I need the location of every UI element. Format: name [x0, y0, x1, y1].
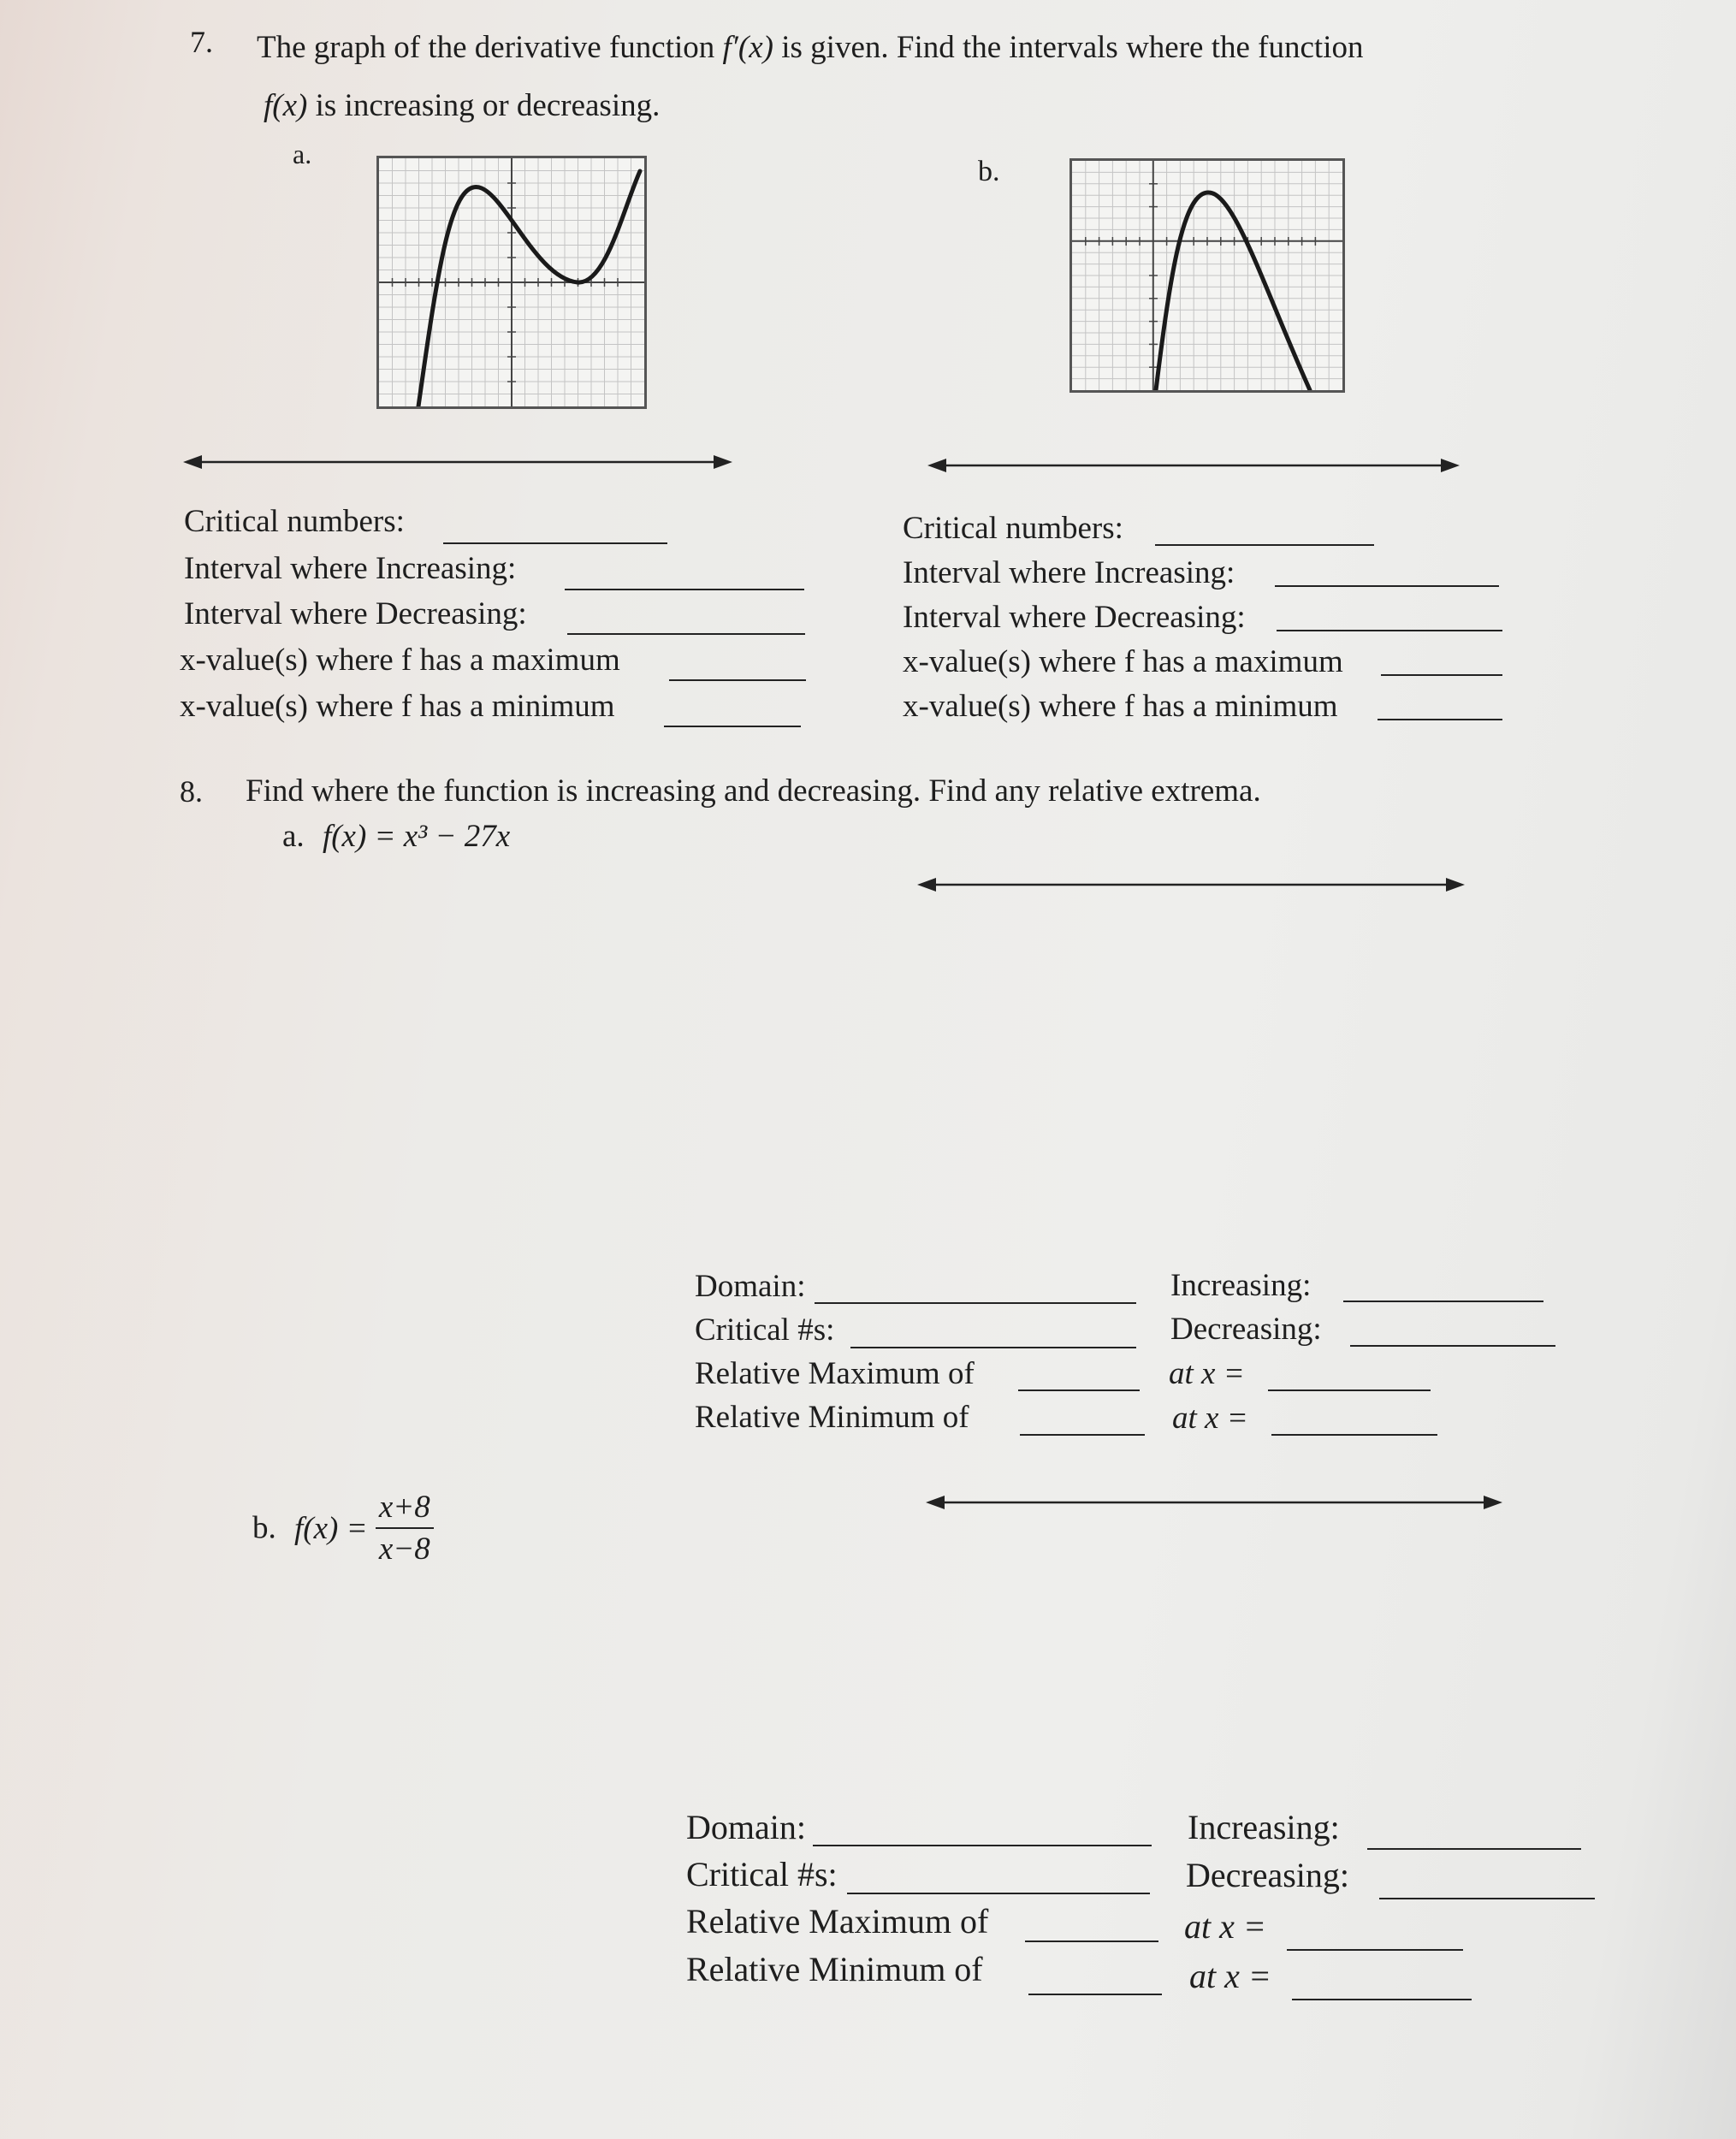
q8a-at-x-min-blank[interactable]	[1271, 1434, 1437, 1436]
q8b-critical-label: Critical #s:	[686, 1855, 838, 1893]
q7-fx: f(x)	[264, 88, 308, 123]
q8b-at-x-max-blank[interactable]	[1287, 1949, 1463, 1951]
q8a-at-x-max-blank[interactable]	[1268, 1389, 1431, 1391]
q8b-domain-label: Domain:	[686, 1808, 806, 1846]
q8b-function-lhs: f(x) =	[294, 1510, 368, 1546]
q8b-fraction	[376, 1489, 434, 1567]
q8b-domain-blank[interactable]	[813, 1845, 1152, 1846]
q7-text-part2: is given. Find the intervals where the function	[781, 30, 1364, 65]
q7b-increasing-label: Interval where Increasing:	[903, 555, 1235, 590]
q8b-decreasing-blank[interactable]	[1379, 1898, 1595, 1899]
q8a-header	[282, 818, 510, 855]
q7a-decreasing-blank[interactable]	[567, 633, 805, 635]
number-line-7b	[924, 448, 1463, 483]
q7b-minimum-blank[interactable]	[1378, 719, 1502, 720]
q8b-label: b.	[252, 1510, 276, 1546]
q8a-at-x-min-label: at x =	[1172, 1401, 1248, 1436]
q8a-relmax-blank[interactable]	[1018, 1389, 1140, 1391]
graph-b	[1069, 158, 1345, 393]
q7a-increasing-blank[interactable]	[565, 589, 804, 590]
q7-prompt-line2	[264, 87, 660, 124]
q7-number: 7.	[190, 25, 213, 59]
q8a-increasing-blank[interactable]	[1343, 1301, 1543, 1302]
q8b-relmin-blank[interactable]	[1028, 1994, 1162, 1995]
q8b-header	[252, 1489, 434, 1567]
q8b-denominator: x−8	[378, 1532, 430, 1567]
q8a-decreasing-blank[interactable]	[1350, 1345, 1555, 1347]
q7-fprime: f′(x)	[722, 30, 773, 65]
q8a-increasing-label: Increasing:	[1170, 1268, 1312, 1303]
q8a-critical-blank[interactable]	[850, 1347, 1136, 1348]
graph-a-svg	[379, 158, 644, 406]
q8b-increasing-blank[interactable]	[1367, 1848, 1581, 1850]
q8a-label: a.	[282, 819, 305, 854]
q7b-maximum-blank[interactable]	[1381, 674, 1502, 676]
q7b-decreasing-label: Interval where Decreasing:	[903, 600, 1246, 635]
q8b-relmax-label: Relative Maximum of	[686, 1902, 989, 1941]
q7a-critical-numbers-blank[interactable]	[443, 542, 667, 544]
q7b-minimum-label: x-value(s) where f has a minimum	[903, 689, 1338, 724]
q7b-label: b.	[978, 156, 1000, 187]
q7b-increasing-blank[interactable]	[1275, 585, 1499, 587]
q8b-relmin-label: Relative Minimum of	[686, 1950, 983, 1988]
q8b-at-x-min-label: at x =	[1189, 1957, 1271, 1995]
q8a-function: f(x) = x³ − 27x	[322, 819, 511, 854]
q7a-minimum-label: x-value(s) where f has a minimum	[180, 689, 615, 724]
q8b-decreasing-label: Decreasing:	[1186, 1856, 1350, 1894]
q7a-decreasing-label: Interval where Decreasing:	[184, 596, 527, 631]
q7-text-line2: is increasing or decreasing.	[315, 88, 661, 123]
q8b-at-x-max-label: at x =	[1184, 1907, 1266, 1946]
q8a-domain-blank[interactable]	[815, 1302, 1136, 1304]
q7-text-part1: The graph of the derivative function	[257, 30, 715, 65]
q8a-critical-label: Critical #s:	[695, 1312, 835, 1348]
q8b-numerator: x+8	[376, 1489, 434, 1529]
q8a-relmax-label: Relative Maximum of	[695, 1356, 975, 1391]
q8a-domain-label: Domain:	[695, 1269, 806, 1304]
q7a-label: a.	[293, 139, 312, 169]
q7b-decreasing-blank[interactable]	[1277, 630, 1502, 631]
q8-number: 8.	[180, 774, 203, 809]
q8-prompt: Find where the function is increasing and decreasing. Find any relative extrema.	[246, 773, 1261, 809]
q7b-critical-numbers-blank[interactable]	[1155, 544, 1374, 546]
q8a-decreasing-label: Decreasing:	[1170, 1312, 1322, 1347]
q7a-minimum-blank[interactable]	[664, 726, 801, 727]
number-line-8a	[914, 868, 1468, 902]
q8a-relmin-blank[interactable]	[1020, 1434, 1145, 1436]
number-line-7a	[180, 445, 736, 479]
q7a-maximum-label: x-value(s) where f has a maximum	[180, 643, 620, 678]
graph-b-svg	[1072, 161, 1342, 390]
graph-a-curve	[418, 171, 640, 406]
q8b-relmax-blank[interactable]	[1025, 1941, 1158, 1942]
q8b-increasing-label: Increasing:	[1188, 1808, 1340, 1846]
q7b-critical-numbers-label: Critical numbers:	[903, 511, 1123, 546]
graph-b-curve	[1156, 193, 1310, 390]
q8b-critical-blank[interactable]	[847, 1893, 1150, 1894]
graph-a	[376, 156, 647, 409]
q7-prompt-line1	[257, 29, 1363, 66]
q7a-critical-numbers-label: Critical numbers:	[184, 504, 405, 539]
q8b-at-x-min-blank[interactable]	[1292, 1999, 1472, 2000]
q7b-maximum-label: x-value(s) where f has a maximum	[903, 644, 1343, 679]
number-line-8b	[922, 1485, 1506, 1520]
q7a-maximum-blank[interactable]	[669, 679, 806, 681]
q8a-at-x-max-label: at x =	[1169, 1356, 1245, 1391]
q7a-increasing-label: Interval where Increasing:	[184, 551, 517, 586]
q8a-relmin-label: Relative Minimum of	[695, 1400, 969, 1435]
